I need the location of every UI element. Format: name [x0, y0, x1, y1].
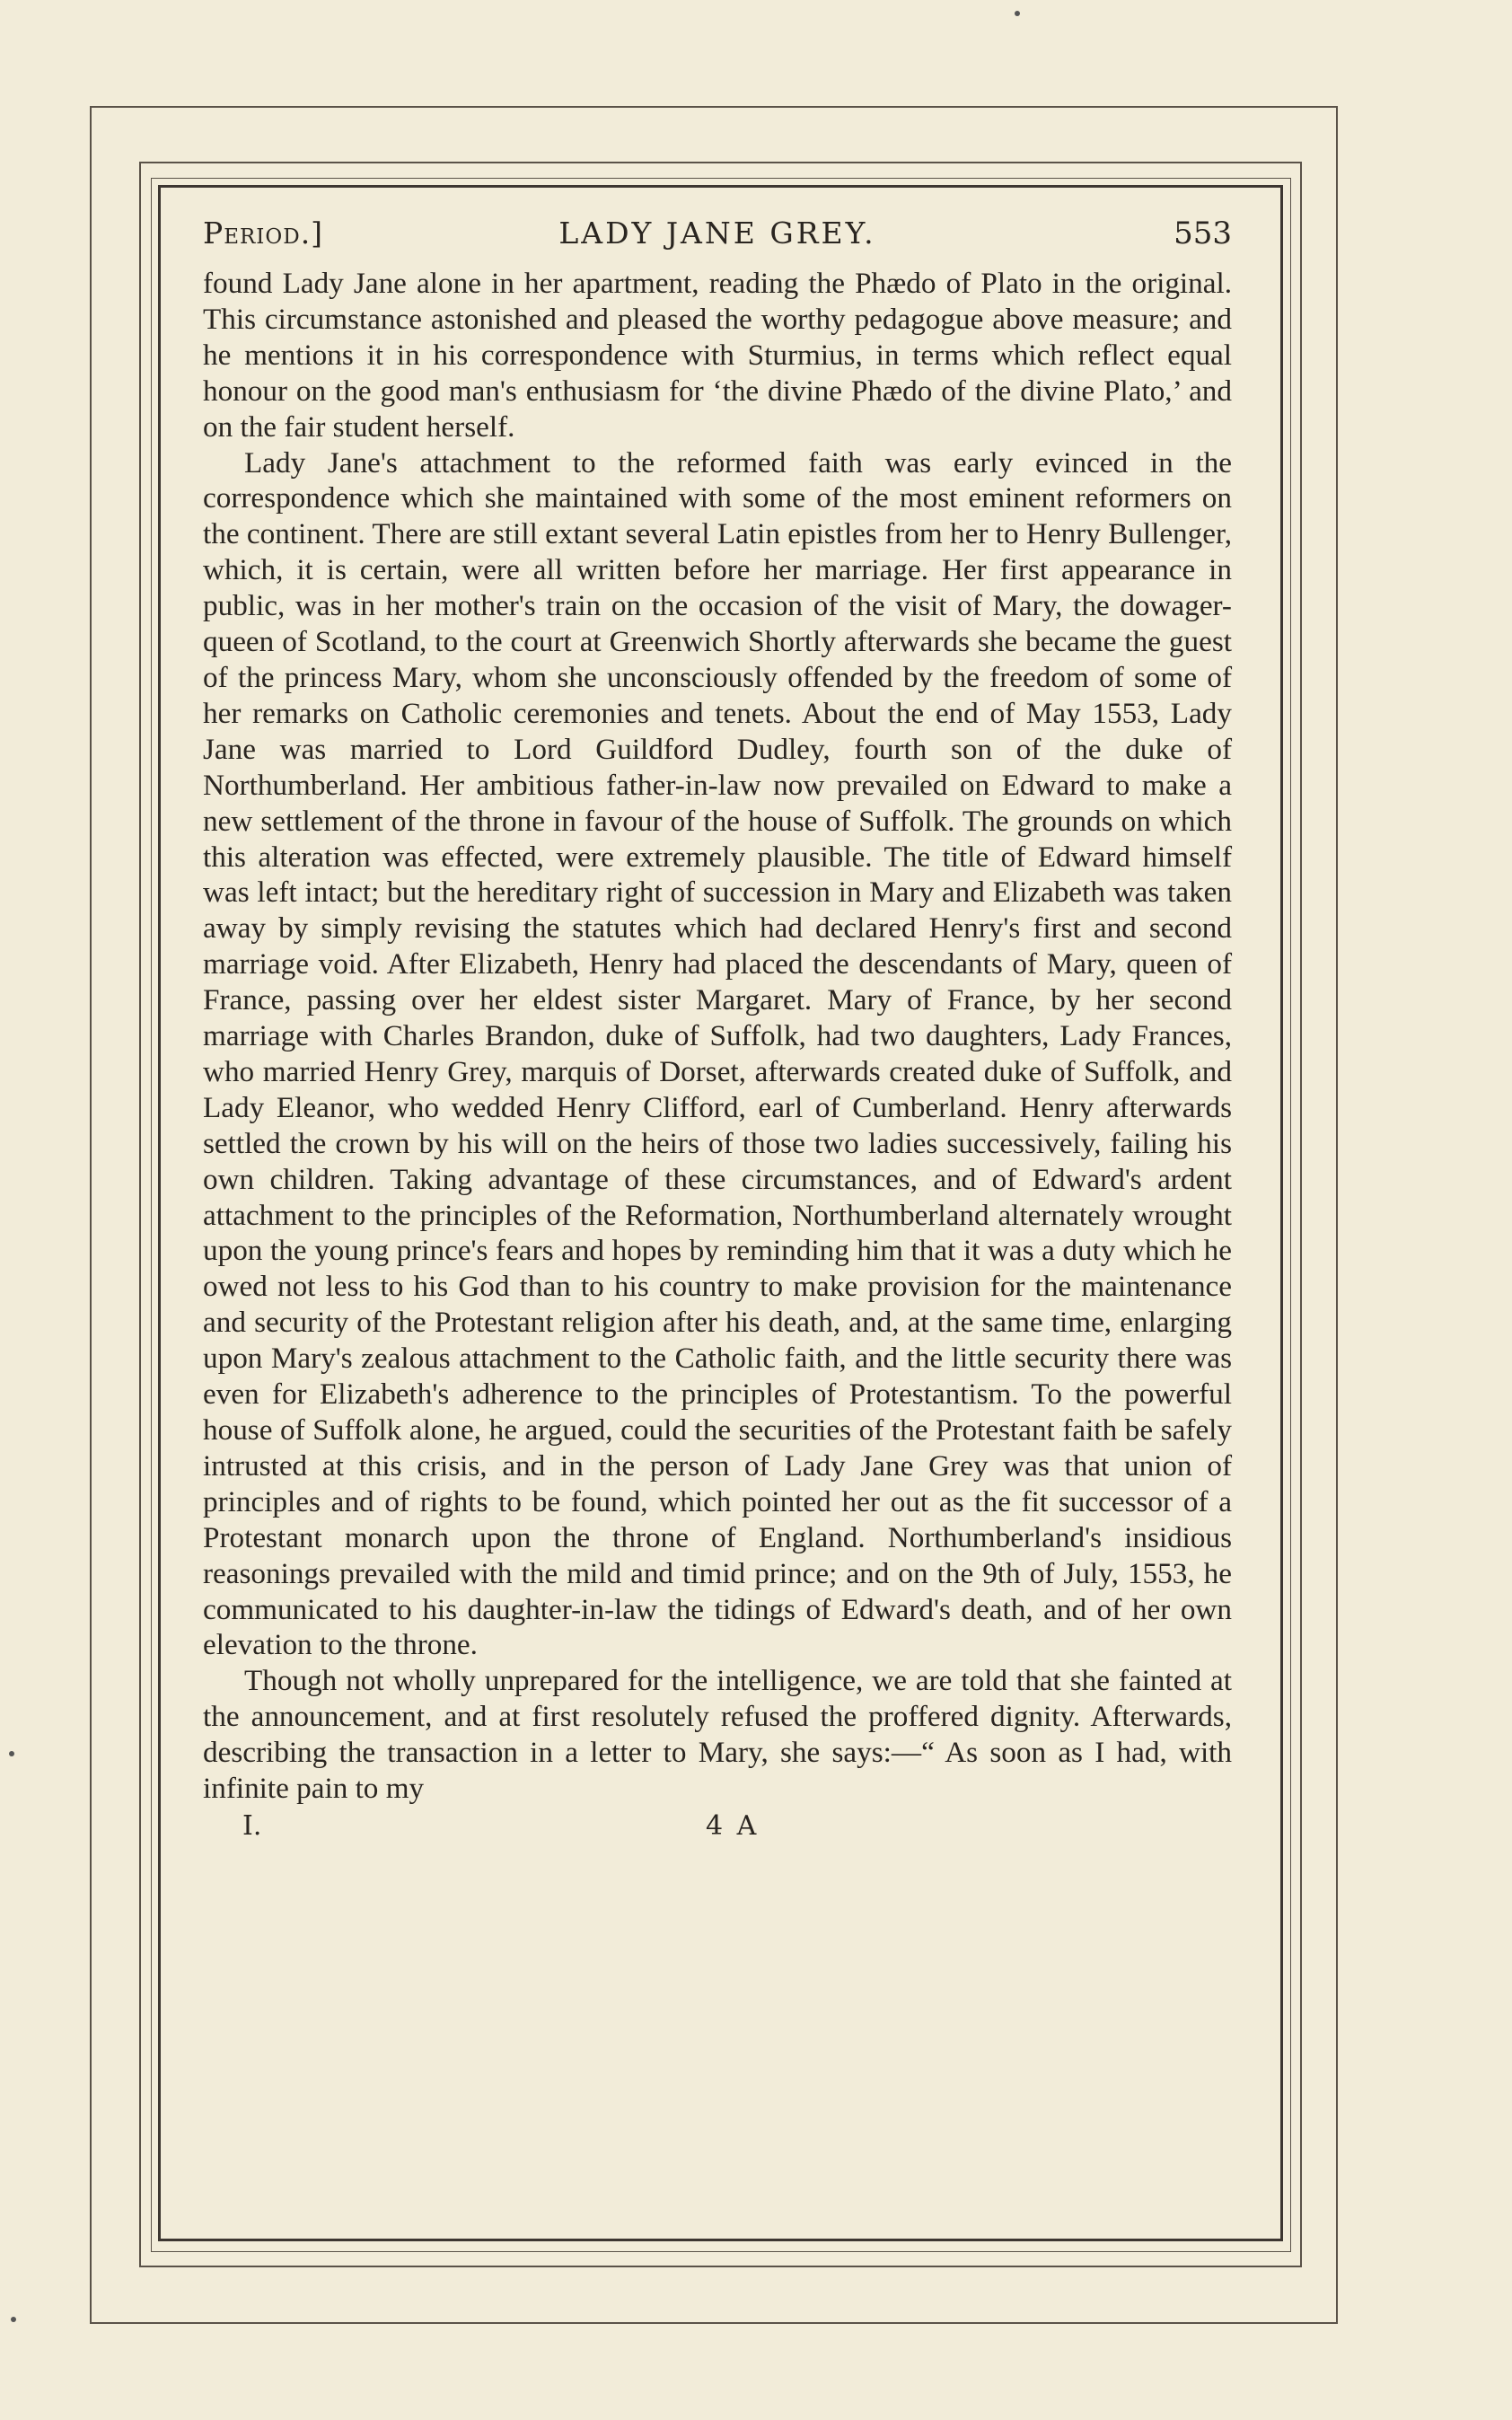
- book-page: [203, 212, 1232, 1852]
- signature-mark: 4 A: [706, 1809, 760, 1842]
- header-title: LADY JANE GREY.: [558, 216, 876, 251]
- speck-bottom: [11, 2317, 16, 2322]
- paragraph: Lady Jane's attachment to the reformed faith was early evinced in the correspondence which she maintained with some of the most eminent reformers on the continent. There are still extant several Latin epistles from her to Henry Bullenger, which, it is certain, were all written before her marriage. Her first appearance in public, was in her mother's train on the occasion of the visit of Mary, the dowager-queen of Scotland, to the court at Greenwich Shortly afterwards she became the guest of the princess Mary, whom she unconsciously offended by the freedom of some of her remarks on Catholic ceremonies and tenets. About the end of May 1553, Lady Jane was married to Lord Guildford Dudley, fourth son of the duke of Northumberland. Her ambitious father-in-law now prevailed on Edward to make a new settlement of the throne in favour of the house of Suffolk. The grounds on which this alteration was effected, were extremely plausible. The title of Edward himself was left intact; but the hereditary right of succession in Mary and Elizabeth was taken away by simply revising the statutes which had declared Henry's first and second marriage void. After Elizabeth, Henry had placed the descendants of Mary, queen of France, passing over her eldest sister Margaret. Mary of France, by her second marriage with Charles Brandon, duke of Suffolk, had two daughters, Lady Frances, who married Henry Grey, marquis of Dorset, afterwards created duke of Suffolk, and Lady Eleanor, who wedded Henry Clifford, earl of Cumberland. Henry afterwards settled the crown by his will on the heirs of those two ladies successively, failing his own children. Taking advantage of these circumstances, and of Edward's ardent attachment to the principles of the Reformation, Northumberland alternately wrought upon the young prince's fears and hopes by reminding him that it was a duty which he owed not less to his God than to his country to make provision for the maintenance and security of the Protestant religion after his death, and, at the same time, enlarging upon Mary's zealous attachment to the Catholic faith, and the little security there was even for Elizabeth's adherence to the principles of Protestantism. To the powerful house of Suffolk alone, he argued, could the securities of the Protestant faith be safely intrusted at this crisis, and in the person of Lady Jane Grey was that union of principles and of rights to be found, which pointed her out as the fit successor of a Protestant monarch upon the throne of England. Northumberland's insidious reasonings prevailed with the mild and timid prince; and on the 9th of July, 1553, he communicated to his daughter-in-law the tidings of Edward's death, and of her own elevation to the throne.: [203, 445, 1232, 1662]
- paragraph: Though not wholly unprepared for the intelligence, we are told that she fainted at the announcement, and at first resolutely refused the proffered dignity. Afterwards, describing the transaction in a letter to Mary, she says:—“ As soon as I had, with infinite pain to my: [203, 1664, 1232, 1806]
- volume-mark: I.: [242, 1809, 262, 1842]
- speck-left: [9, 1751, 14, 1756]
- page-number: 553: [1174, 216, 1232, 251]
- paragraph: found Lady Jane alone in her apartment, reading the Phædo of Plato in the original. This circumstance astonished and pleased the worthy pedagogue above measure; and he mentions it in his correspondence with Sturmius, in terms which reflect equal honour on the good man's enthusiasm for ‘the divine Phædo of the divine Plato,’ and on the fair student herself.: [203, 267, 1232, 444]
- running-header: [203, 212, 1232, 266]
- page-footer: [203, 1810, 1232, 1852]
- header-section: Period.]: [203, 216, 324, 251]
- body-text: [203, 266, 1232, 1807]
- speck-top: [1015, 11, 1020, 16]
